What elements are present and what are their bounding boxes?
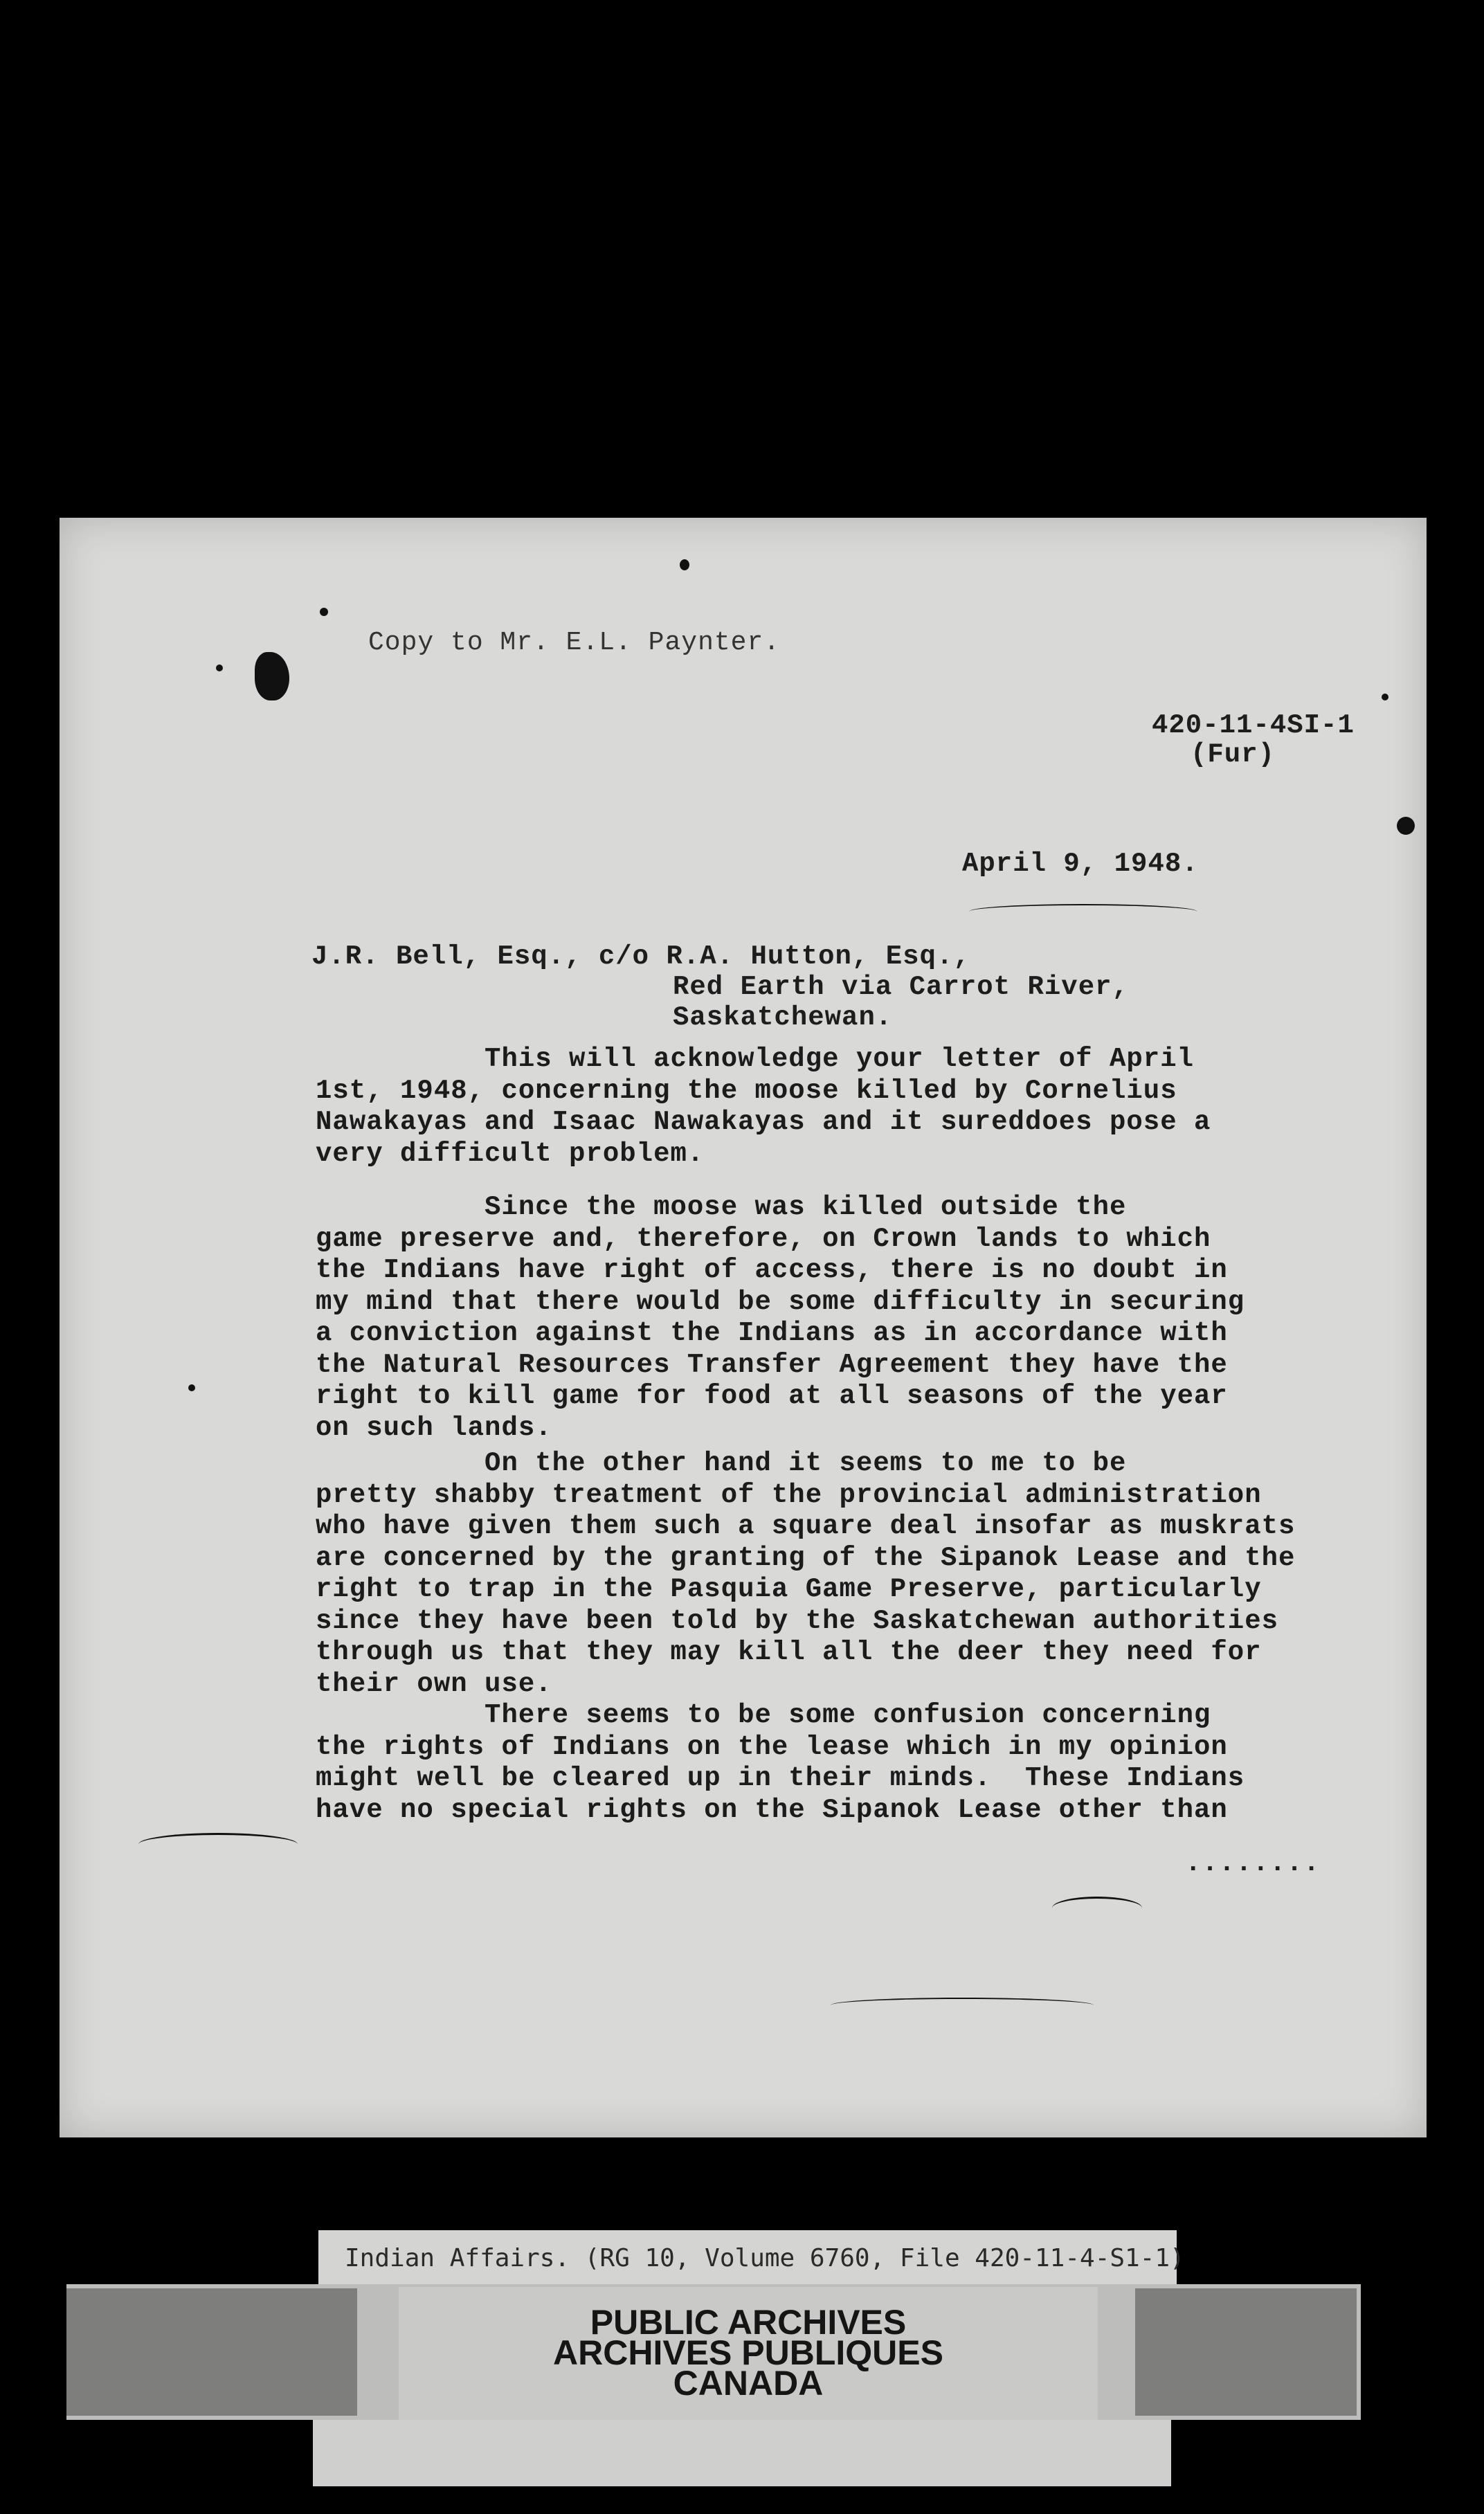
continuation-marker: ........ (1185, 1848, 1321, 1879)
ink-speck (1397, 817, 1415, 835)
addressee-line-3: Saskatchewan. (673, 1002, 893, 1033)
paper-scratch (969, 904, 1197, 919)
paragraph-line: the Indians have right of access, there is no doubt in (316, 1255, 1228, 1285)
stamp-shadow-right (1135, 2288, 1357, 2416)
paragraph-line: their own use. (316, 1668, 552, 1699)
paragraph-line: the Natural Resources Transfer Agreement they have the (316, 1349, 1228, 1380)
paragraph-line: might well be cleared up in their minds. These Indians (316, 1763, 1245, 1793)
ink-speck (320, 608, 328, 616)
paragraph-2 (316, 1192, 1395, 1444)
paragraph-4 (316, 1700, 1395, 1826)
paragraph-line: pretty shabby treatment of the provincial administration (316, 1479, 1262, 1510)
ink-speck (216, 664, 223, 671)
paragraph-line: a conviction against the Indians as in accordance with (316, 1318, 1228, 1348)
paragraph-line: through us that they may kill all the deer they need for (316, 1637, 1262, 1667)
ink-speck (188, 1384, 195, 1391)
paragraph-line: This will acknowledge your letter of April (316, 1044, 1194, 1074)
stamp-line-2: ARCHIVES PUBLIQUES (553, 2333, 943, 2372)
paper-scratch (831, 1998, 1094, 2013)
paragraph-line: Since the moose was killed outside the (316, 1192, 1127, 1222)
paragraph-line: very difficult problem. (316, 1138, 705, 1169)
paragraph-line: On the other hand it seems to me to be (316, 1448, 1127, 1478)
paper-scratch (1052, 1897, 1142, 1919)
paper-scratch (138, 1833, 298, 1856)
ink-speck (680, 559, 689, 570)
paragraph-1 (316, 1044, 1395, 1170)
paragraph-line: There seems to be some confusion concerning (316, 1700, 1211, 1730)
letter-date: April 9, 1948. (962, 849, 1199, 879)
addressee-line-1: J.R. Bell, Esq., c/o R.A. Hutton, Esq., (311, 941, 970, 972)
paragraph-line: right to kill game for food at all seasons of the year (316, 1381, 1228, 1411)
stamp-line-3: CANADA (673, 2364, 824, 2403)
paragraph-3 (316, 1448, 1395, 1700)
paragraph-line: who have given them such a square deal insofar as muskrats (316, 1511, 1296, 1541)
stamp-shadow-left (66, 2288, 357, 2416)
paragraph-line: right to trap in the Pasquia Game Preserve, particularly (316, 1574, 1262, 1604)
stamp-line-1: PUBLIC ARCHIVES (590, 2303, 907, 2342)
ink-speck (1382, 694, 1388, 700)
copy-to-line: Copy to Mr. E.L. Paynter. (368, 628, 781, 658)
paragraph-line: the rights of Indians on the lease which in my opinion (316, 1731, 1228, 1762)
paragraph-line: since they have been told by the Saskatchewan authorities (316, 1605, 1279, 1636)
archive-reference: Indian Affairs. (RG 10, Volume 6760, File 420-11-4-S1-1) (345, 2244, 1185, 2272)
paragraph-line: have no special rights on the Sipanok Lease other than (316, 1794, 1228, 1825)
bottom-card-strip (313, 2420, 1171, 2486)
file-number: 420-11-4SI-1 (1152, 710, 1355, 741)
file-subject: (Fur) (1191, 739, 1276, 770)
paragraph-line: Nawakayas and Isaac Nawakayas and it sureddoes pose a (316, 1107, 1211, 1137)
paragraph-line: 1st, 1948, concerning the moose killed by Cornelius (316, 1075, 1177, 1106)
paragraph-line: on such lands. (316, 1412, 552, 1443)
paragraph-line: game preserve and, therefore, on Crown lands to which (316, 1223, 1211, 1254)
paragraph-line: my mind that there would be some difficulty in securing (316, 1286, 1245, 1317)
paragraph-line: are concerned by the granting of the Sipanok Lease and the (316, 1542, 1296, 1573)
addressee-line-2: Red Earth via Carrot River, (673, 972, 1129, 1002)
